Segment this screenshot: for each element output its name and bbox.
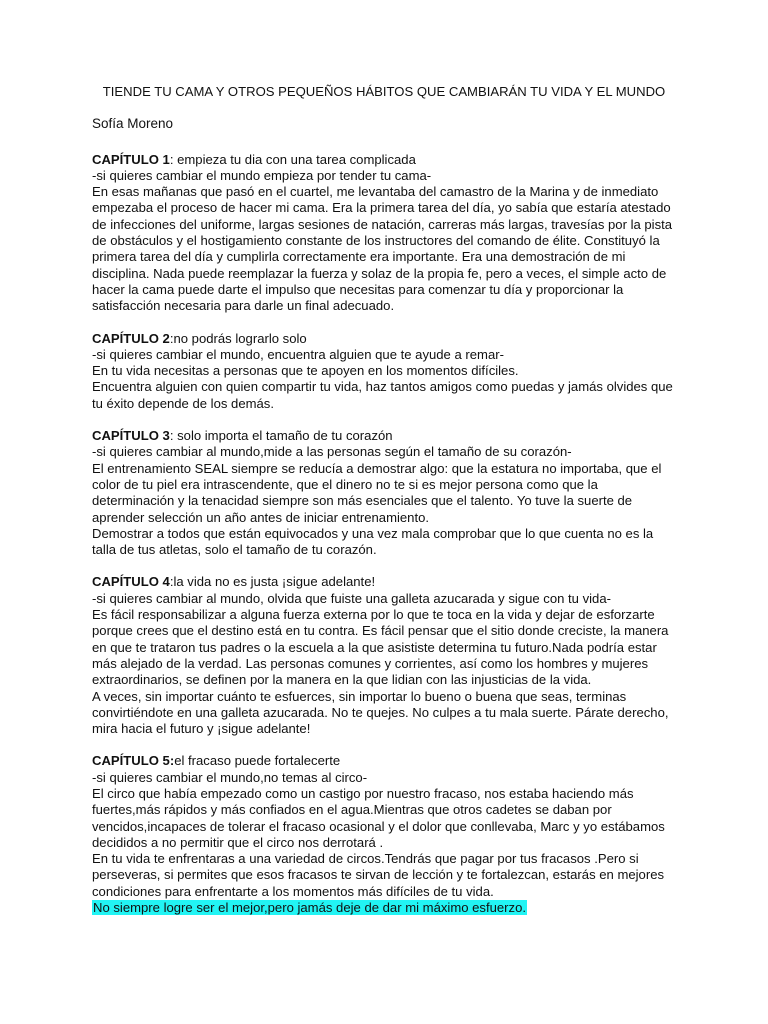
chapter-motto: -si quieres cambiar el mundo, encuentra alguien que te ayude a remar- [92, 346, 504, 362]
chapter-heading [92, 574, 676, 590]
chapter-paragraph: El entrenamiento SEAL siempre se reducía a demostrar algo: que la estatura no importaba, que el color de tu piel era intrascendente, que el dinero no te si es mejor persona como que la determinación y la tenacidad siempre son más esenciales que el talento. Yo tuve la suerte de aprender selección un año antes de iniciar entrenamiento. [92, 460, 662, 525]
chapter-subtitle: el fracaso puede fortalecerte [174, 753, 341, 769]
chapter-motto: -si quieres cambiar al mundo,mide a las personas según el tamaño de su corazón- [92, 444, 572, 460]
chapter-motto: -si quieres cambiar el mundo,no temas al circo- [92, 769, 368, 785]
highlighted-quote: No siempre logre ser el mejor,pero jamás deje de dar mi máximo esfuerzo. [93, 900, 527, 916]
chapter-paragraph: Es fácil responsabilizar a alguna fuerza externa por lo que te toca en la vida y dejar de esforzarte porque crees que el destino está en tu contra. Es fácil pensar que el sitio donde creciste, la manera en que te trataron tus padres o la escuela a la que asististe determina tu futuro.Nada podría estar más alejado de la verdad. Las personas comunes y corrientes, así como los hombres y mujeres extraordinarios, se definen por la manera en la que lidian con las injusticias de la vida. [92, 607, 669, 688]
chapter-paragraph: Demostrar a todos que están equivocados y una vez mala comprobar que lo que cuenta no es la talla de tus atletas, solo el tamaño de tu corazón. [92, 525, 654, 558]
chapter-subtitle: :la vida no es justa ¡sigue adelante! [169, 574, 376, 590]
chapter-subtitle: : empieza tu dia con una tarea complicada [169, 151, 416, 167]
chapter-label: CAPÍTULO 2 [92, 330, 170, 346]
chapter-5 [92, 753, 676, 916]
chapter-label: CAPÍTULO 1 [92, 151, 170, 167]
chapter-4 [92, 574, 676, 737]
chapter-paragraph: En tu vida te enfrentaras a una variedad de circos.Tendrás que pagar por tus fracasos .Pero si perseveras, si permites que esos fracasos te sirvan de lección y te fortalezcan, estarás en mejores condiciones para enfrentarte a los momentos más difíciles de tu vida. [92, 851, 665, 899]
chapter-paragraph: En tu vida necesitas a personas que te apoyen en los momentos difíciles. [92, 363, 519, 379]
chapter-paragraph: El circo que había empezado como un castigo por nuestro fracaso, nos estaba haciendo más fuertes,más rápidos y más confiados en el agua.Mientras que otros cadetes se daban por vencidos,incapaces de tolerar el fracaso ocasional y el dolor que conllevaba, Marc y yo estábamos decididos a no permitir que el circo nos derrotará . [92, 785, 665, 850]
chapter-heading [92, 331, 676, 347]
chapter-paragraph: A veces, sin importar cuánto te esfuerces, sin importar lo bueno o buena que seas, terminas convirtiéndote en una galleta azucarada. No te quejes. No culpes a tu mala suerte. Párate derecho, mira hacia el futuro y ¡sigue adelante! [92, 688, 669, 737]
chapter-1 [92, 152, 676, 315]
chapter-heading [92, 753, 676, 769]
chapter-label: CAPÍTULO 5: [92, 753, 175, 769]
chapter-motto: -si quieres cambiar al mundo, olvida que fuiste una galleta azucarada y sigue con tu vida- [92, 590, 611, 606]
chapter-paragraph: Encuentra alguien con quien compartir tu vida, haz tantos amigos como puedas y jamás olvides que tu éxito depende de los demás. [92, 379, 673, 411]
chapter-subtitle: : solo importa el tamaño de tu corazón [169, 428, 393, 444]
chapter-paragraph: En esas mañanas que pasó en el cuartel, me levantaba del camastro de la Marina y de inmediato empezaba el proceso de hacer mi cama. Era la primera tarea del día, yo sabía que estaría atestado de infecciones del uniforme, largas sesiones de natación, carreras más largas, travesías por la pista de obstáculos y el hostigamiento constante de los instructores del comando de élite. Constituyó la primera tarea del día y cumplirla correctamente era importante. Era una demostración de mi disciplina. Nada puede reemplazar la fuerza y solaz de la propia fe, pero a veces, el simple acto de hacer la cama puede darte el impulso que necesitas para comenzar tu día y proporcionar la satisfacción necesaria para darle un final adecuado. [92, 184, 673, 314]
chapter-heading [92, 428, 676, 444]
chapter-motto: -si quieres cambiar el mundo empieza por tender tu cama- [92, 167, 432, 183]
chapter-label: CAPÍTULO 4 [92, 574, 170, 590]
chapter-3 [92, 428, 676, 558]
chapter-subtitle: :no podrás lograrlo solo [169, 330, 307, 346]
chapter-2 [92, 331, 676, 412]
document-author: Sofía Moreno [92, 116, 174, 132]
chapter-label: CAPÍTULO 3 [92, 428, 170, 444]
document-title: TIENDE TU CAMA Y OTROS PEQUEÑOS HÁBITOS QUE CAMBIARÁN TU VIDA Y EL MUNDO [102, 84, 666, 99]
chapter-heading [92, 152, 676, 168]
